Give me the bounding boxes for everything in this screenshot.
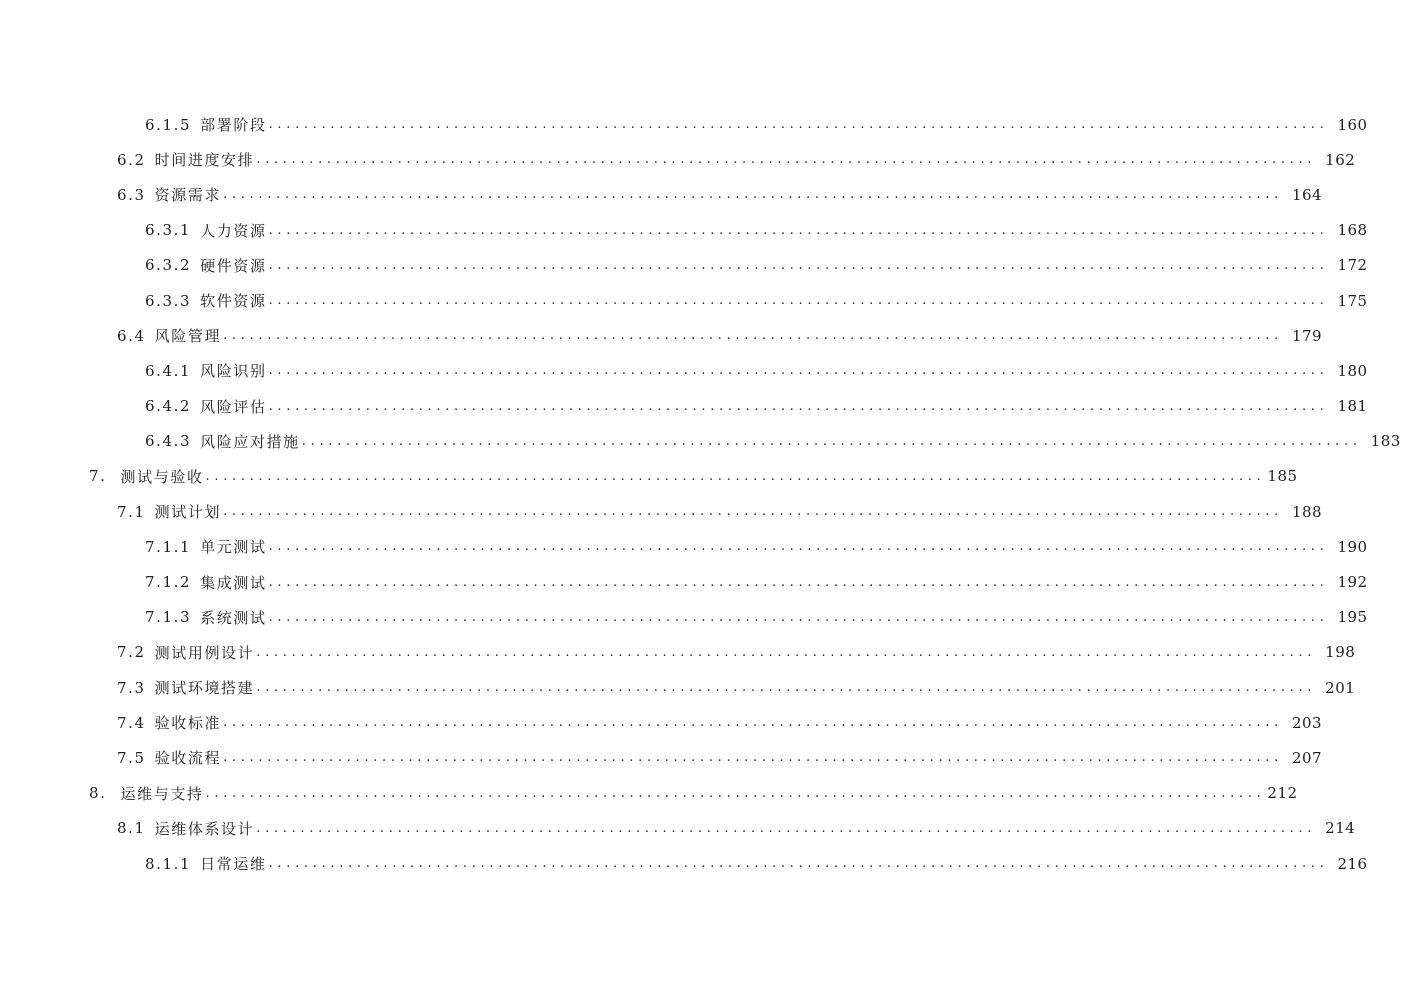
toc-entry-number: 7.5 bbox=[117, 748, 146, 767]
dot-leader: ........................................................................................................................ bbox=[268, 574, 1329, 590]
toc-entry-page-number: 175 bbox=[1337, 291, 1368, 310]
toc-entry-number: 6.3.3 bbox=[145, 291, 192, 310]
toc-entry-title: 验收流程 bbox=[154, 749, 222, 768]
dot-leader: ........................................................................................................................ bbox=[223, 715, 1283, 731]
toc-entry-title: 风险识别 bbox=[200, 362, 267, 381]
dot-leader: ........................................................................................................................ bbox=[268, 117, 1329, 133]
toc-entry-title: 部署阶段 bbox=[200, 116, 267, 135]
toc-entry-title: 运维体系设计 bbox=[154, 819, 255, 838]
toc-entry-page-number: 180 bbox=[1337, 361, 1368, 380]
toc-entry-page-number: 212 bbox=[1267, 784, 1298, 803]
toc-entry-number: 6.3.2 bbox=[145, 256, 192, 275]
toc-entry-title: 时间进度安排 bbox=[154, 151, 255, 170]
dot-leader: ........................................................................................................................ bbox=[256, 680, 1317, 696]
dot-leader: ........................................................................................................................ bbox=[223, 187, 1283, 203]
table-of-contents bbox=[0, 107, 1401, 881]
toc-entry-page-number: 192 bbox=[1337, 573, 1368, 592]
toc-entry-title: 软件资源 bbox=[200, 292, 267, 311]
dot-leader: ........................................................................................................................ bbox=[223, 750, 1283, 766]
toc-entry-number: 7. bbox=[89, 467, 107, 486]
toc-entry[interactable] bbox=[0, 635, 1356, 670]
toc-entry-page-number: 168 bbox=[1337, 221, 1368, 240]
toc-entry-number: 6.1.5 bbox=[145, 115, 192, 134]
toc-entry-number: 6.2 bbox=[117, 150, 146, 169]
toc-entry-number: 7.3 bbox=[117, 678, 146, 697]
toc-entry-page-number: 172 bbox=[1337, 256, 1368, 275]
dot-leader: ........................................................................................................................ bbox=[268, 363, 1329, 379]
toc-entry[interactable] bbox=[0, 107, 1368, 142]
toc-entry[interactable] bbox=[0, 318, 1323, 353]
toc-entry-number: 8. bbox=[89, 784, 107, 803]
dot-leader: ........................................................................................................................ bbox=[301, 433, 1362, 449]
toc-entry[interactable] bbox=[0, 142, 1356, 177]
toc-entry[interactable] bbox=[0, 564, 1368, 599]
toc-entry-page-number: 181 bbox=[1337, 397, 1368, 416]
toc-entry[interactable] bbox=[0, 424, 1401, 459]
dot-leader: ........................................................................................................................ bbox=[205, 468, 1266, 484]
toc-entry-title: 资源需求 bbox=[154, 186, 222, 205]
toc-entry[interactable] bbox=[0, 353, 1368, 388]
toc-entry-number: 7.1.3 bbox=[145, 608, 192, 627]
toc-entry[interactable] bbox=[0, 459, 1298, 494]
toc-entry-title: 测试用例设计 bbox=[154, 643, 255, 662]
toc-entry-title: 日常运维 bbox=[200, 855, 267, 874]
toc-entry-title: 硬件资源 bbox=[200, 256, 267, 275]
dot-leader: ........................................................................................................................ bbox=[268, 257, 1329, 273]
toc-entry[interactable] bbox=[0, 846, 1368, 881]
toc-entry[interactable] bbox=[0, 740, 1323, 775]
dot-leader: ........................................................................................................................ bbox=[223, 504, 1283, 520]
toc-entry[interactable] bbox=[0, 705, 1323, 740]
toc-entry-title: 风险管理 bbox=[154, 327, 222, 346]
toc-entry-title: 测试环境搭建 bbox=[154, 679, 255, 698]
toc-entry-page-number: 207 bbox=[1291, 748, 1323, 767]
toc-entry[interactable] bbox=[0, 811, 1356, 846]
dot-leader: ........................................................................................................................ bbox=[268, 398, 1329, 414]
toc-entry-title: 单元测试 bbox=[200, 538, 267, 557]
toc-entry[interactable] bbox=[0, 670, 1356, 705]
toc-entry-number: 7.1.1 bbox=[145, 537, 192, 556]
toc-entry-page-number: 216 bbox=[1337, 854, 1368, 873]
toc-entry-page-number: 183 bbox=[1370, 432, 1401, 451]
toc-entry-title: 运维与支持 bbox=[120, 784, 204, 803]
dot-leader: ........................................................................................................................ bbox=[256, 820, 1317, 836]
toc-entry-number: 7.1 bbox=[117, 502, 146, 521]
toc-entry-page-number: 198 bbox=[1325, 643, 1356, 662]
toc-entry[interactable] bbox=[0, 213, 1368, 248]
dot-leader: ........................................................................................................................ bbox=[205, 785, 1266, 801]
dot-leader: ........................................................................................................................ bbox=[256, 644, 1317, 660]
toc-entry[interactable] bbox=[0, 248, 1368, 283]
toc-entry-title: 测试计划 bbox=[154, 503, 222, 522]
dot-leader: ........................................................................................................................ bbox=[223, 328, 1283, 344]
toc-entry-number: 6.4.3 bbox=[145, 432, 192, 451]
toc-entry-page-number: 190 bbox=[1337, 537, 1368, 556]
toc-entry-page-number: 162 bbox=[1325, 150, 1356, 169]
toc-entry-number: 6.4 bbox=[117, 326, 146, 345]
toc-entry-number: 7.1.2 bbox=[145, 573, 192, 592]
toc-entry-page-number: 195 bbox=[1337, 608, 1368, 627]
toc-entry-title: 系统测试 bbox=[200, 608, 267, 627]
toc-entry-number: 6.3 bbox=[117, 185, 146, 204]
toc-entry-page-number: 160 bbox=[1337, 115, 1368, 134]
toc-entry-title: 风险评估 bbox=[200, 397, 267, 416]
toc-entry[interactable] bbox=[0, 177, 1323, 212]
toc-entry-number: 7.2 bbox=[117, 643, 146, 662]
toc-entry-page-number: 188 bbox=[1291, 502, 1323, 521]
toc-entry-page-number: 185 bbox=[1267, 467, 1298, 486]
toc-entry-title: 风险应对措施 bbox=[200, 432, 300, 451]
toc-entry-title: 测试与验收 bbox=[120, 467, 204, 486]
dot-leader: ........................................................................................................................ bbox=[268, 539, 1329, 555]
dot-leader: ........................................................................................................................ bbox=[268, 609, 1329, 625]
toc-entry[interactable] bbox=[0, 776, 1298, 811]
toc-entry-title: 人力资源 bbox=[200, 221, 267, 240]
toc-entry-page-number: 179 bbox=[1291, 326, 1323, 345]
toc-entry-number: 6.4.2 bbox=[145, 397, 192, 416]
toc-entry-number: 6.4.1 bbox=[145, 361, 192, 380]
toc-entry[interactable] bbox=[0, 283, 1368, 318]
toc-entry-title: 验收标准 bbox=[154, 714, 222, 733]
dot-leader: ........................................................................................................................ bbox=[256, 152, 1317, 168]
toc-entry-page-number: 201 bbox=[1325, 678, 1356, 697]
toc-entry-page-number: 164 bbox=[1291, 185, 1323, 204]
dot-leader: ........................................................................................................................ bbox=[268, 293, 1329, 309]
toc-entry-number: 7.4 bbox=[117, 713, 146, 732]
dot-leader: ........................................................................................................................ bbox=[268, 222, 1329, 238]
toc-entry-number: 8.1 bbox=[117, 819, 146, 838]
toc-entry-number: 8.1.1 bbox=[145, 854, 192, 873]
dot-leader: ........................................................................................................................ bbox=[268, 856, 1329, 872]
toc-entry-title: 集成测试 bbox=[200, 573, 267, 592]
toc-entry-page-number: 214 bbox=[1325, 819, 1356, 838]
toc-entry[interactable] bbox=[0, 529, 1368, 564]
toc-entry-page-number: 203 bbox=[1291, 713, 1323, 732]
toc-entry[interactable] bbox=[0, 494, 1323, 529]
toc-entry-number: 6.3.1 bbox=[145, 221, 192, 240]
toc-entry[interactable] bbox=[0, 600, 1368, 635]
toc-entry[interactable] bbox=[0, 389, 1368, 424]
